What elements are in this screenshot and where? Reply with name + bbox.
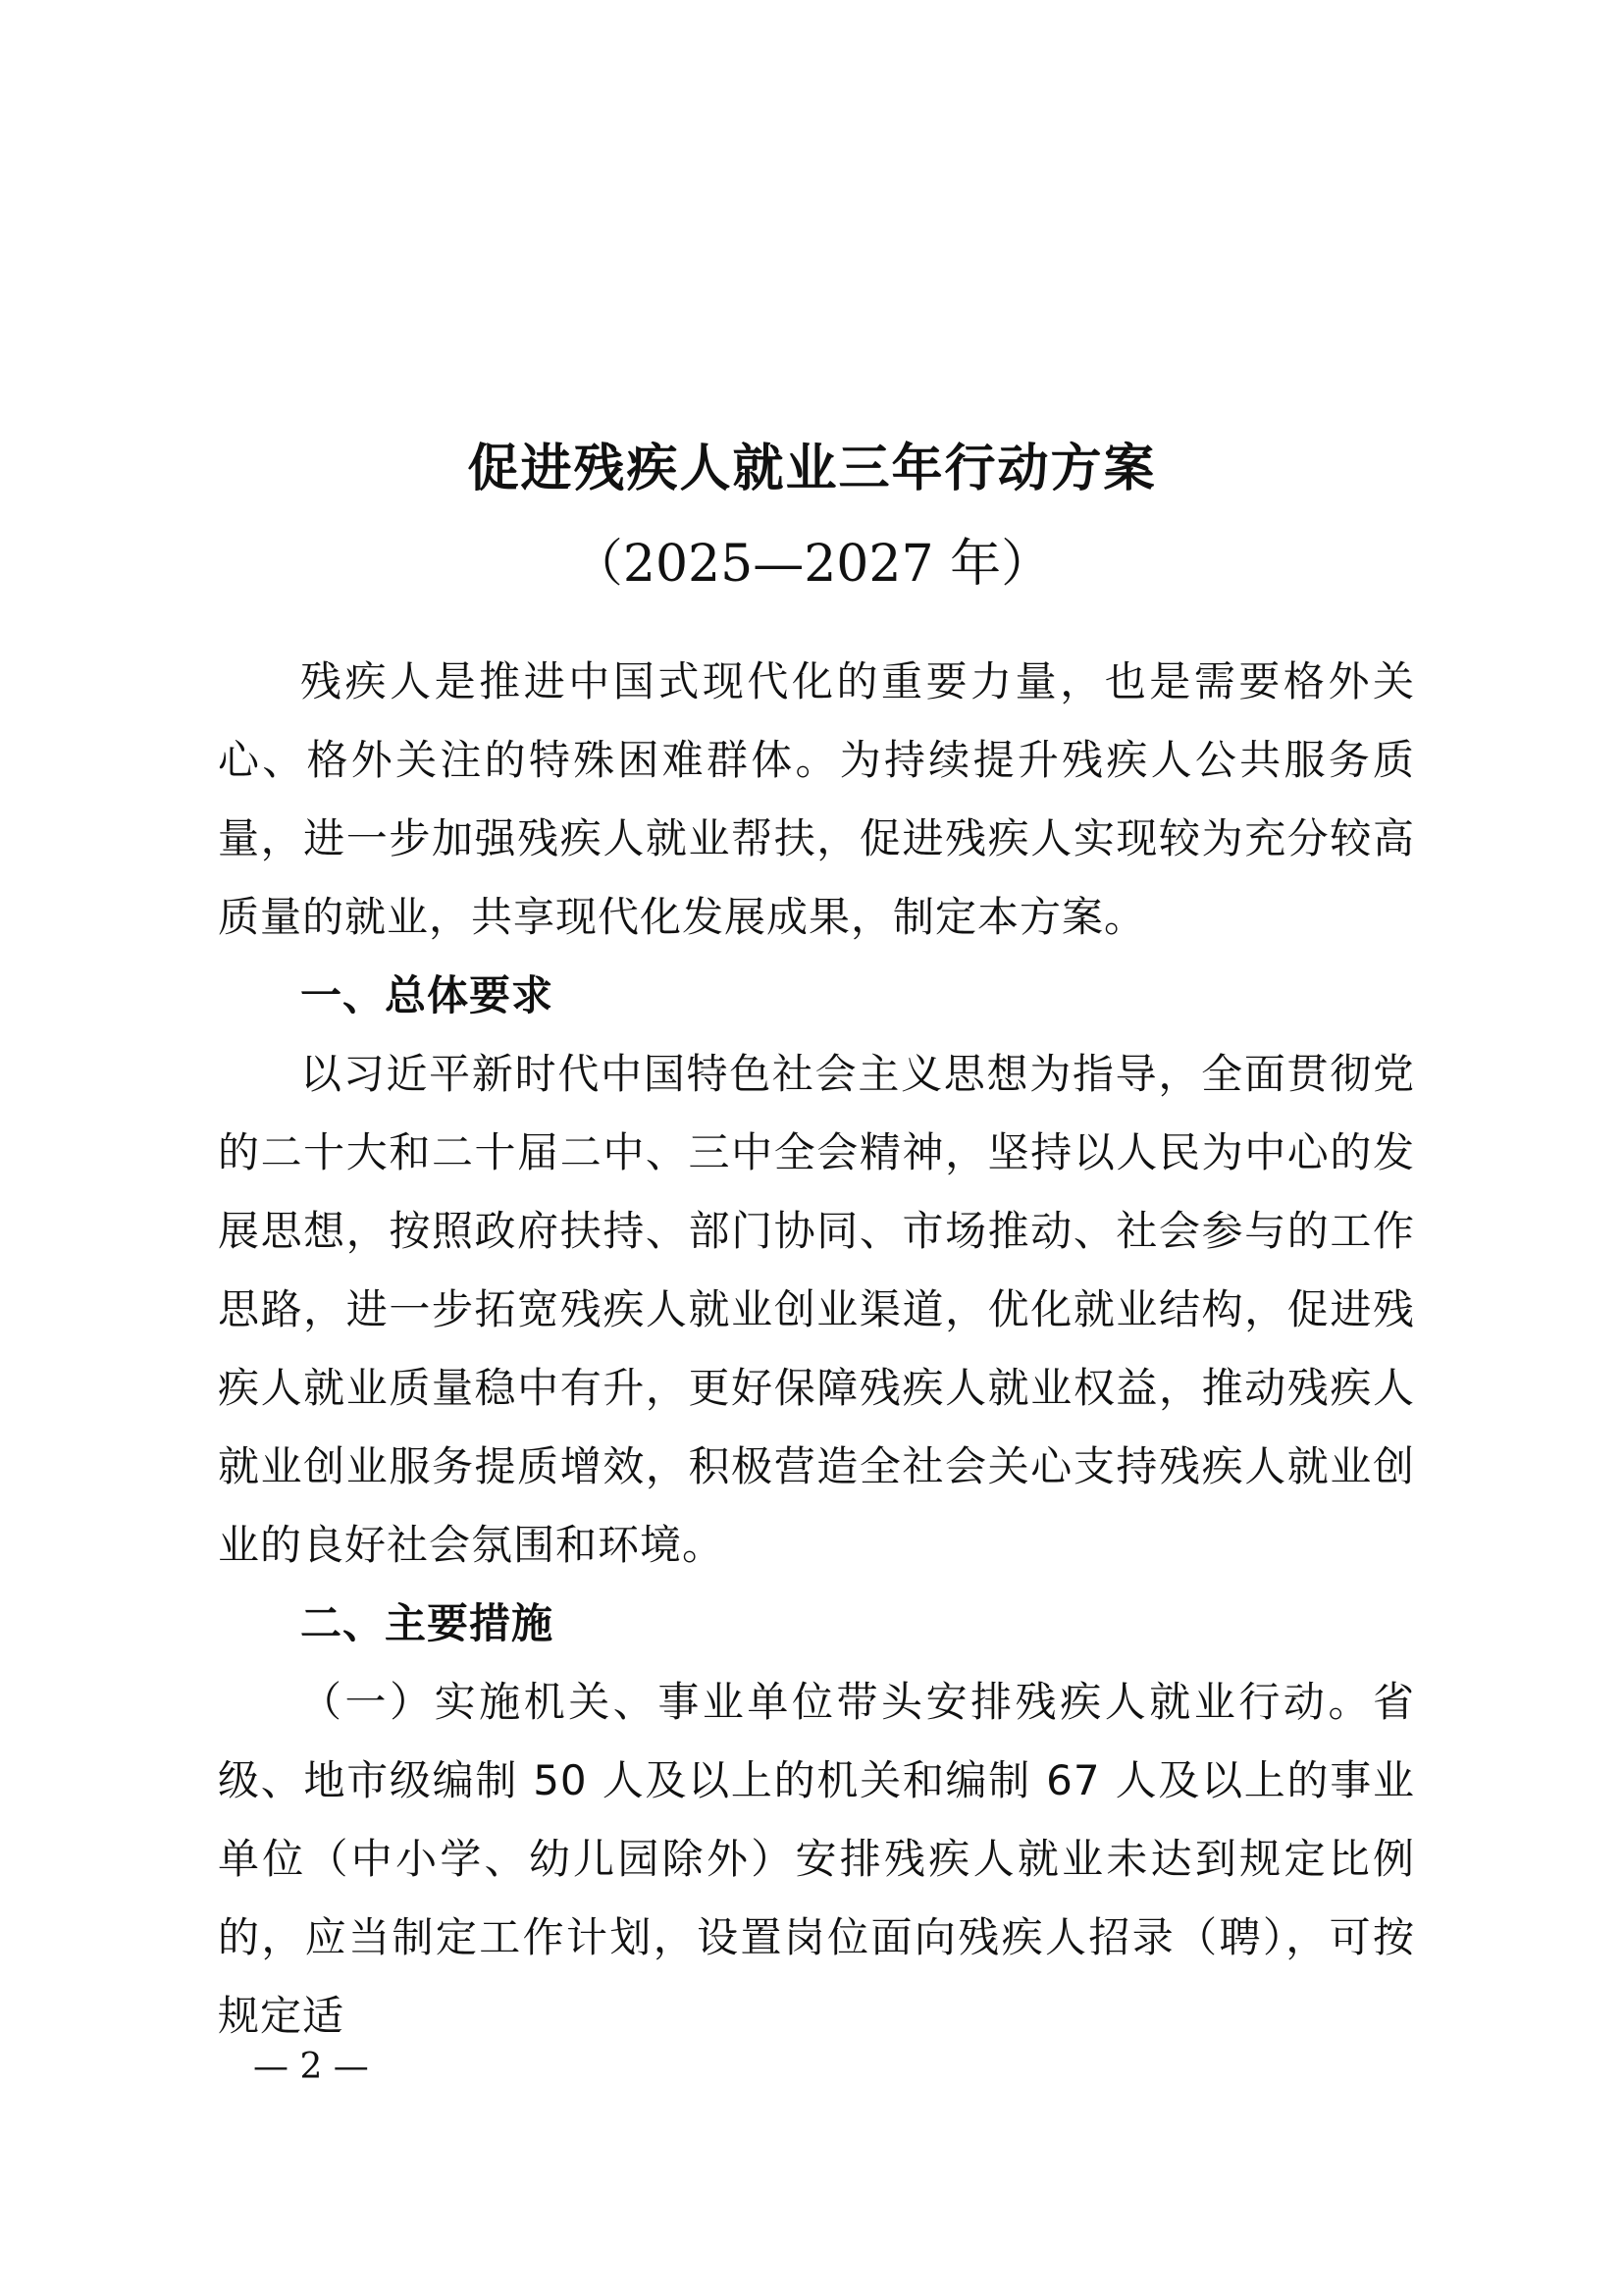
section-heading-main-measures: 二、主要措施 [300, 1599, 554, 1647]
document-body [218, 643, 1415, 2056]
document-subtitle: （2025—2027 年） [571, 535, 1053, 594]
document-title: 促进残疾人就业三年行动方案 [467, 439, 1157, 498]
intro-paragraph: 残疾人是推进中国式现代化的重要力量，也是需要格外关心、格外关注的特殊困难群体。为持续提升残疾人公共服务质量，进一步加强残疾人就业帮扶，促进残疾人实现较为充分较高质量的就业，共享现代化发展成果，制定本方案。 [218, 657, 1415, 941]
page-number: — 2 — [253, 2047, 369, 2087]
section-heading-general-requirements: 一、总体要求 [300, 971, 554, 1019]
measure-1-paragraph: （一）实施机关、事业单位带头安排残疾人就业行动。省级、地市级编制 50 人及以上的机关和编制 67 人及以上的事业单位（中小学、幼儿园除外）安排残疾人就业未达到规定比例的，应当制定工作计划，设置岗位面向残疾人招录（聘），可按规定适 [218, 1678, 1415, 2040]
general-requirements-paragraph: 以习近平新时代中国特色社会主义思想为指导，全面贯彻党的二十大和二十届二中、三中全会精神，坚持以人民为中心的发展思想，按照政府扶持、部门协同、市场推动、社会参与的工作思路，进一步拓宽残疾人就业创业渠道，优化就业结构，促进残疾人就业质量稳中有升，更好保障残疾人就业权益，推动残疾人就业创业服务提质增效，积极营造全社会关心支持残疾人就业创业的良好社会氛围和环境。 [218, 1050, 1415, 1569]
